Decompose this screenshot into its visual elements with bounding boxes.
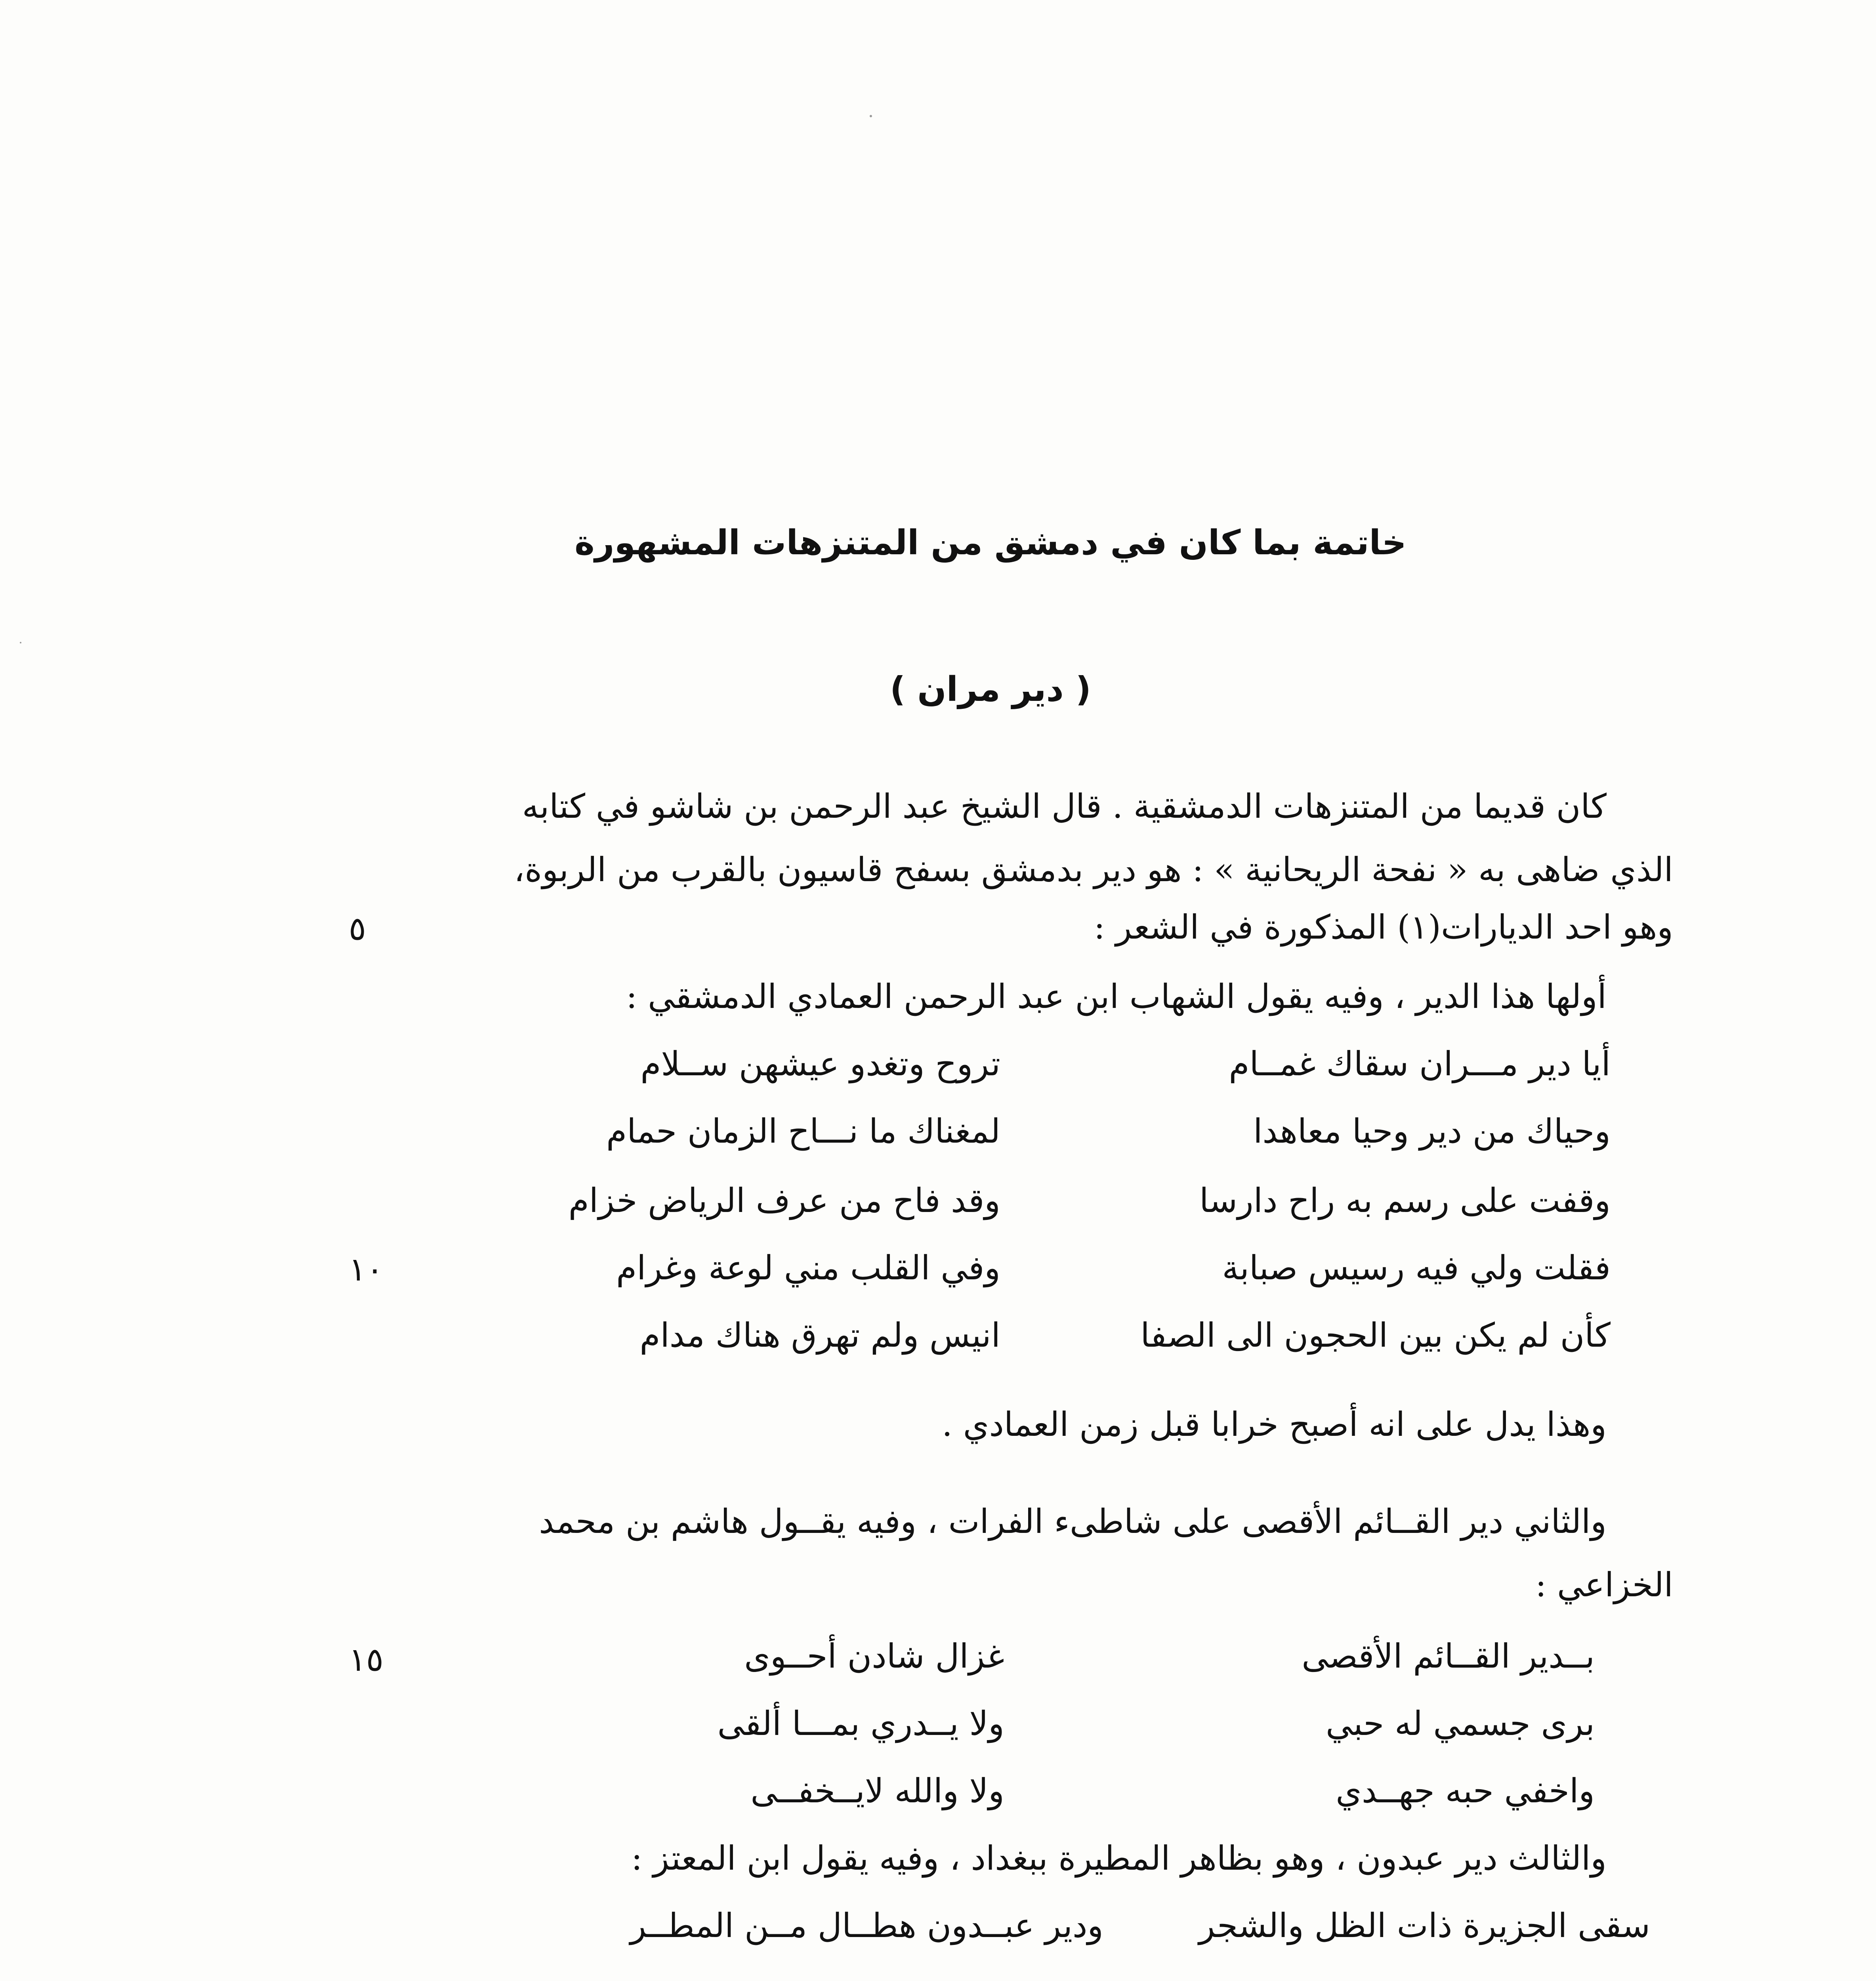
- verse-second-hemistich: لمغناك ما نـــاح الزمان حمام: [606, 1112, 1000, 1151]
- verse-second-hemistich: وقد فاح من عرف الرياض خزام: [568, 1181, 1000, 1220]
- verse-second-hemistich: ولا والله لايــخفــى: [750, 1771, 1004, 1810]
- paragraph-line: والثالث دير عبدون ، وهو بظاهر المطيرة ببغداد ، وفيه يقول ابن المعتز :: [631, 1839, 1607, 1878]
- verse-first-hemistich: سقى الجزيرة ذات الظل والشجر: [1199, 1906, 1650, 1945]
- paragraph-line: كان قديما من المتنزهات الدمشقية . قال الشيخ عبد الرحمن بن شاشو في كتابه: [522, 787, 1607, 826]
- verse-first-hemistich: وقفت على رسم به راح دارسا: [1199, 1181, 1611, 1220]
- verse-first-hemistich: برى جسمي له حبي: [1326, 1704, 1595, 1743]
- line-number: ١٥: [349, 1641, 384, 1679]
- verse-first-hemistich: بــدير القــائم الأقصى: [1302, 1637, 1595, 1676]
- verse: [438, 1704, 1611, 1747]
- verse: [438, 1111, 1611, 1155]
- verse: [323, 1906, 1650, 1949]
- verse-first-hemistich: وحياك من دير وحيا معاهدا: [1253, 1112, 1611, 1151]
- verse-first-hemistich: واخفي حبه جهــدي: [1336, 1771, 1595, 1810]
- verse-second-hemistich: انيس ولم تهرق هناك مدام: [639, 1316, 1000, 1355]
- verse: [438, 1636, 1611, 1680]
- verse-first-hemistich: كأن لم يكن بين الحجون الى الصفا: [1140, 1316, 1611, 1355]
- paragraph-line: الخزاعي :: [1535, 1565, 1673, 1604]
- scan-speck: [870, 115, 872, 117]
- paragraph-line: وهذا يدل على انه أصبح خرابا قبل زمن العمادي .: [942, 1405, 1607, 1444]
- line-number: ٥: [349, 910, 366, 948]
- verse-second-hemistich: ولا يــدري بمـــا ألقى: [717, 1704, 1004, 1743]
- verse: [438, 1315, 1611, 1359]
- verse: [438, 1044, 1611, 1088]
- paragraph-line: الذي ضاهى به « نفحة الريحانية » : هو دير بدمشق بسفح قاسيون بالقرب من الربوة،: [514, 850, 1673, 889]
- line-number: ١٠: [349, 1251, 384, 1288]
- verse-second-hemistich: غزال شادن أحــوى: [744, 1637, 1004, 1676]
- verse-second-hemistich: وفي القلب مني لوعة وغرام: [616, 1248, 1000, 1287]
- verse-second-hemistich: ودير عبــدون هطــال مــن المطــر: [630, 1906, 1103, 1945]
- paragraph-line: أولها هذا الدير ، وفيه يقول الشهاب ابن عبد الرحمن العمادي الدمشقي :: [626, 977, 1607, 1016]
- page-title: خاتمة بما كان في دمشق من المتنزهات المشهورة: [574, 523, 1407, 563]
- section-heading: ( دير مران ): [890, 670, 1091, 709]
- verse-first-hemistich: فقلت ولي فيه رسيس صبابة: [1222, 1248, 1611, 1287]
- verse: [438, 1181, 1611, 1224]
- paragraph-line: والثاني دير القــائم الأقصى على شاطىء الفرات ، وفيه يقــول هاشم بن محمد: [539, 1502, 1607, 1541]
- verse: [438, 1248, 1611, 1292]
- scan-speck: [20, 642, 21, 643]
- verse: [438, 1771, 1611, 1815]
- verse-first-hemistich: أيا دير مـــران سقاك غمــام: [1229, 1044, 1611, 1083]
- verse-second-hemistich: تروح وتغدو عيشهن ســلام: [640, 1044, 1000, 1083]
- paragraph-line: وهو احد الديارات(١) المذكورة في الشعر :: [1094, 908, 1673, 947]
